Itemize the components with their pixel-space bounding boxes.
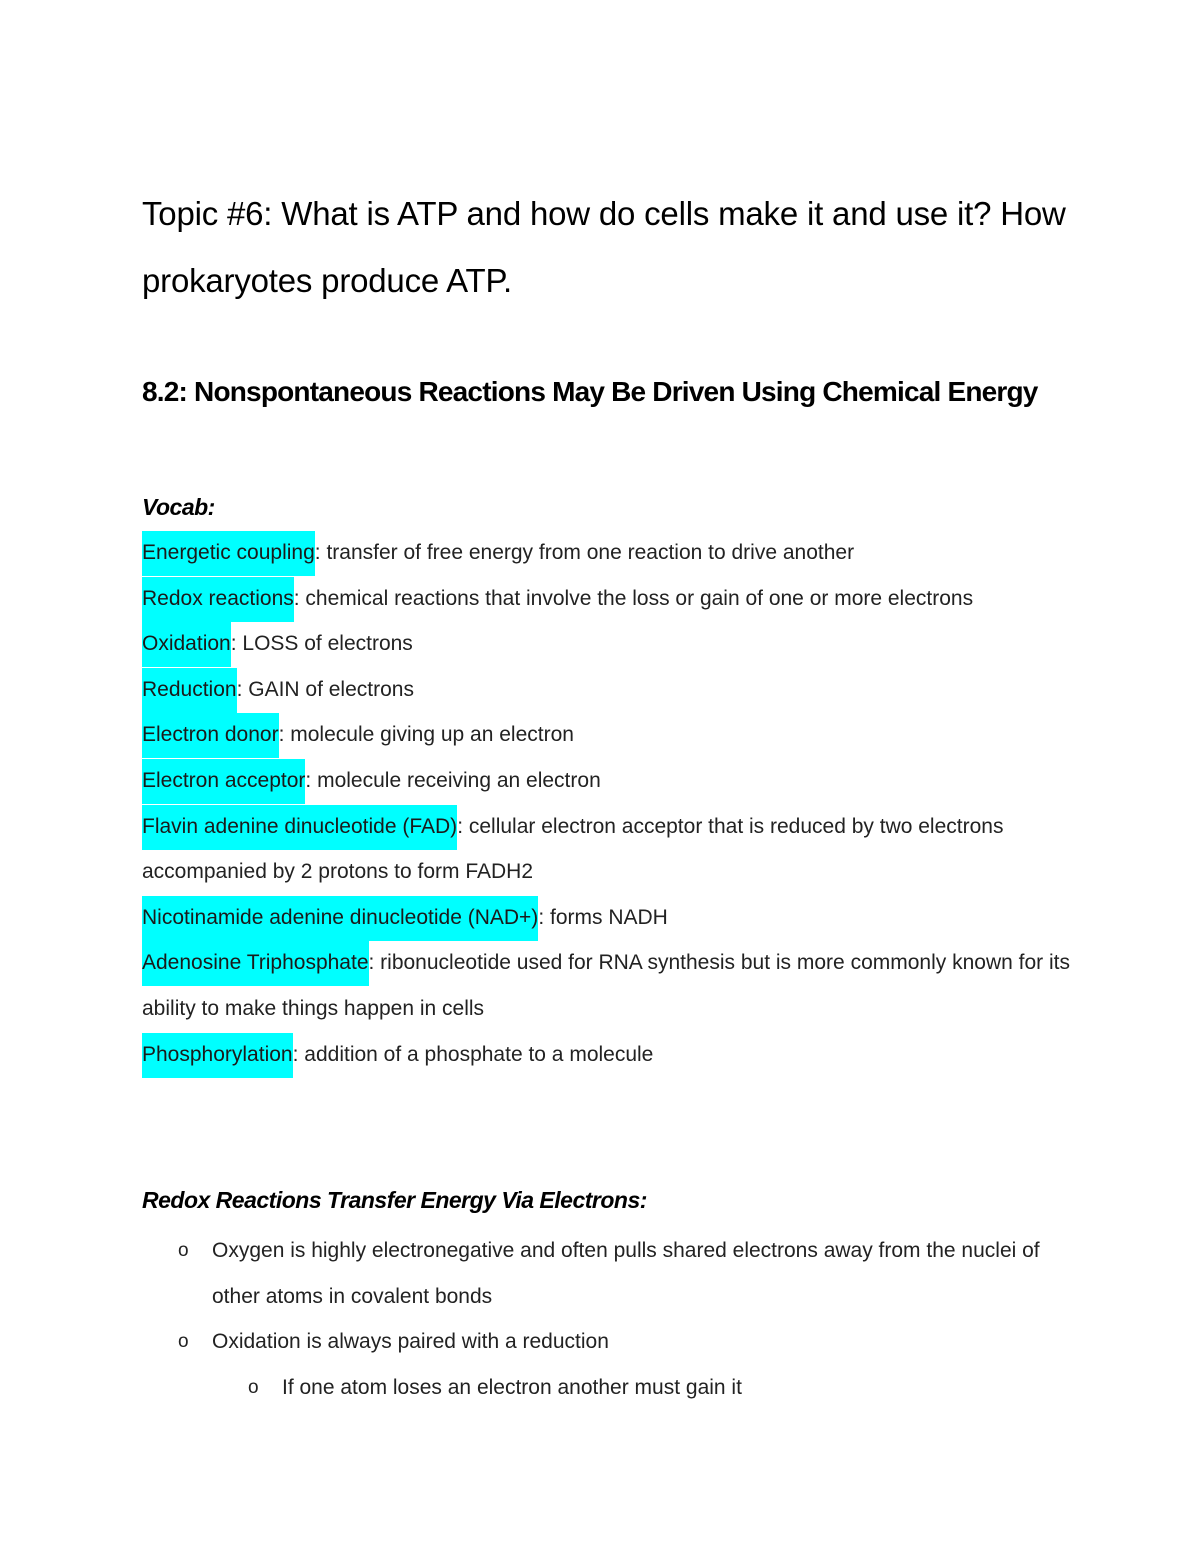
redox-heading: Redox Reactions Transfer Energy Via Electrons: [142,1187,647,1213]
vocab-item-nad [142,895,1072,941]
vocab-definition: : addition of a phosphate to a molecule [292,1042,654,1066]
vocab-term: Adenosine Triphosphate [142,941,369,986]
vocab-item-energetic-coupling [142,530,1072,576]
vocab-item-electron-acceptor [142,758,1072,804]
bullet-text: If one atom loses an electron another must gain it [282,1375,742,1399]
bullet-marker: o [248,1376,259,1398]
vocab-definition: : chemical reactions that involve the loss or gain of one or more electrons [293,586,974,610]
document-title: Topic #6: What is ATP and how do cells make it and use it? How prokaryotes produce ATP. [142,195,1066,299]
vocab-definition: : ribonucleotide used for RNA synthesis but is more commonly known for its ability to make things happen in cells [142,951,1070,1020]
vocab-term: Reduction [142,668,237,713]
vocab-term: Energetic coupling [142,531,315,576]
vocab-heading: Vocab: [142,494,215,520]
vocab-term: Redox reactions [142,577,294,622]
bullet-item [142,1228,1072,1319]
vocab-definition: : LOSS of electrons [230,632,413,656]
vocab-definition: : molecule receiving an electron [305,768,601,792]
bullet-marker: o [178,1240,189,1261]
vocab-definition: : forms NADH [538,905,668,929]
vocab-list [142,530,1072,1077]
vocab-definition: : GAIN of electrons [236,677,414,701]
vocab-item-reduction [142,667,1072,713]
vocab-item-redox-reactions [142,576,1072,622]
vocab-definition: : transfer of free energy from one reaction to drive another [314,541,855,564]
vocab-definition: : molecule giving up an electron [278,723,574,747]
sub-bullet-item [142,1365,1072,1411]
bullet-item [142,1319,1072,1365]
vocab-term: Electron donor [142,713,279,758]
vocab-term: Oxidation [142,622,231,667]
redox-bullet-list [142,1228,1072,1410]
vocab-item-atp [142,940,1072,1031]
vocab-item-phosphorylation [142,1032,1072,1078]
vocab-item-fad [142,804,1072,895]
bullet-text: Oxygen is highly electronegative and often pulls shared electrons away from the nuclei of other atoms in covalent bonds [212,1239,1040,1308]
vocab-term: Electron acceptor [142,759,305,804]
section-heading: 8.2: Nonspontaneous Reactions May Be Driven Using Chemical Energy [142,376,1038,407]
bullet-text: Oxidation is always paired with a reduction [212,1330,609,1354]
vocab-term: Phosphorylation [142,1033,293,1078]
vocab-item-oxidation [142,621,1072,667]
bullet-marker: o [178,1331,189,1353]
vocab-item-electron-donor [142,712,1072,758]
vocab-term: Nicotinamide adenine dinucleotide (NAD+) [142,896,538,941]
vocab-definition: : cellular electron acceptor that is reduced by two electrons accompanied by 2 protons to form FADH2 [142,814,1004,884]
vocab-term: Flavin adenine dinucleotide (FAD) [142,805,457,850]
